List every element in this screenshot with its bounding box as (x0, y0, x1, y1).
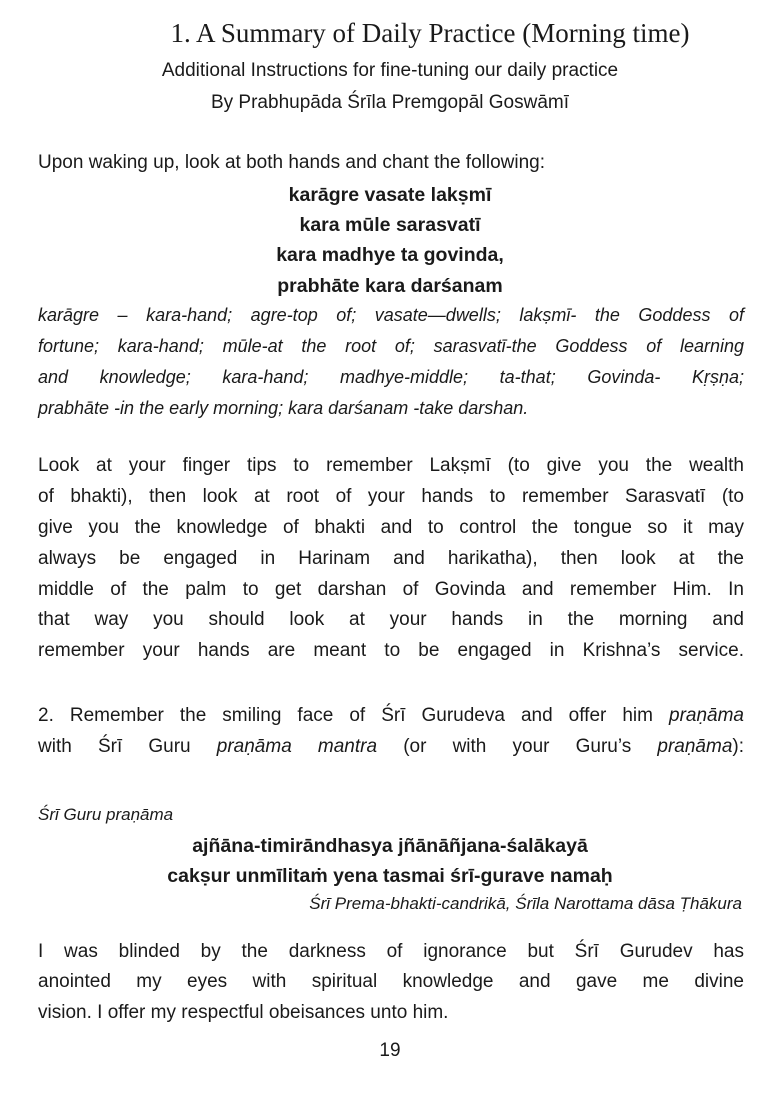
paragraph-line: Look at your finger tips to remember Lakṣmī (to give you the wealth (38, 455, 744, 476)
text: praṇāma (657, 736, 733, 757)
text: ): (732, 736, 744, 757)
paragraph-line: anointed my eyes with spiritual knowledge and gave me divine (38, 971, 744, 992)
paragraph-line: middle of the palm to get darshan of Govinda and remember Him. In (38, 579, 744, 600)
verse-line: kara madhye ta govinda, (276, 244, 504, 266)
text: praṇāma (669, 705, 744, 726)
verse-source: Śrī Prema-bhakti-candrikā, Śrīla Narottama dāsa Ṭhākura (309, 894, 742, 913)
verse-label: Śrī Guru praṇāma (38, 805, 174, 824)
gloss-line: karāgre – kara-hand; agre-top of; vasate—dwells; lakṣmī- the Goddess of (38, 305, 744, 325)
text: (or with your Guru’s (377, 736, 658, 757)
paragraph-line (38, 736, 744, 758)
verse-line: karāgre vasate lakṣmī (288, 184, 492, 206)
paragraph-line (38, 705, 744, 727)
paragraph-line: vision. I offer my respectful obeisances unto him. (38, 1002, 449, 1023)
paragraph-line: of bhakti), then look at root of your hands to remember Sarasvatī (to (38, 486, 744, 507)
intro-text: Upon waking up, look at both hands and chant the following: (38, 152, 546, 173)
paragraph-line: give you the knowledge of bhakti and to control the tongue so it may (38, 517, 744, 538)
text: with Śrī Guru (38, 736, 217, 757)
verse-line: ajñāna-timirāndhasya jñānāñjana-śalākayā (192, 835, 588, 857)
verse-line: cakṣur unmīlitaṁ yena tasmai śrī-gurave namaḥ (167, 865, 613, 887)
section-title: 1. A Summary of Daily Practice (Morning time) (170, 18, 690, 48)
text: praṇāma mantra (216, 736, 378, 757)
paragraph-line: I was blinded by the darkness of ignorance but Śrī Gurudev has (38, 941, 744, 962)
paragraph-line: remember your hands are meant to be engaged in Krishna’s service. (38, 640, 744, 661)
gloss-line: and knowledge; kara-hand; madhye-middle; ta-that; Govinda- Kṛṣṇa; (38, 367, 744, 387)
text: 2. Remember the smiling face of Śrī Gurudeva and offer him (38, 705, 669, 726)
gloss-line: prabhāte -in the early morning; kara darśanam -take darshan. (38, 398, 529, 418)
subtitle: Additional Instructions for fine-tuning our daily practice (161, 60, 619, 81)
paragraph-line: that way you should look at your hands in the morning and (38, 609, 744, 630)
verse-line: prabhāte kara darśanam (277, 275, 503, 297)
gloss-line: fortune; kara-hand; mūle-at the root of; sarasvatī-the Goddess of learning (38, 336, 744, 356)
paragraph-line: always be engaged in Harinam and harikatha), then look at the (38, 548, 744, 569)
page-number: 19 (379, 1040, 401, 1061)
verse-line: kara mūle sarasvatī (299, 214, 481, 236)
author-line: By Prabhupāda Śrīla Premgopāl Goswāmī (210, 92, 569, 113)
